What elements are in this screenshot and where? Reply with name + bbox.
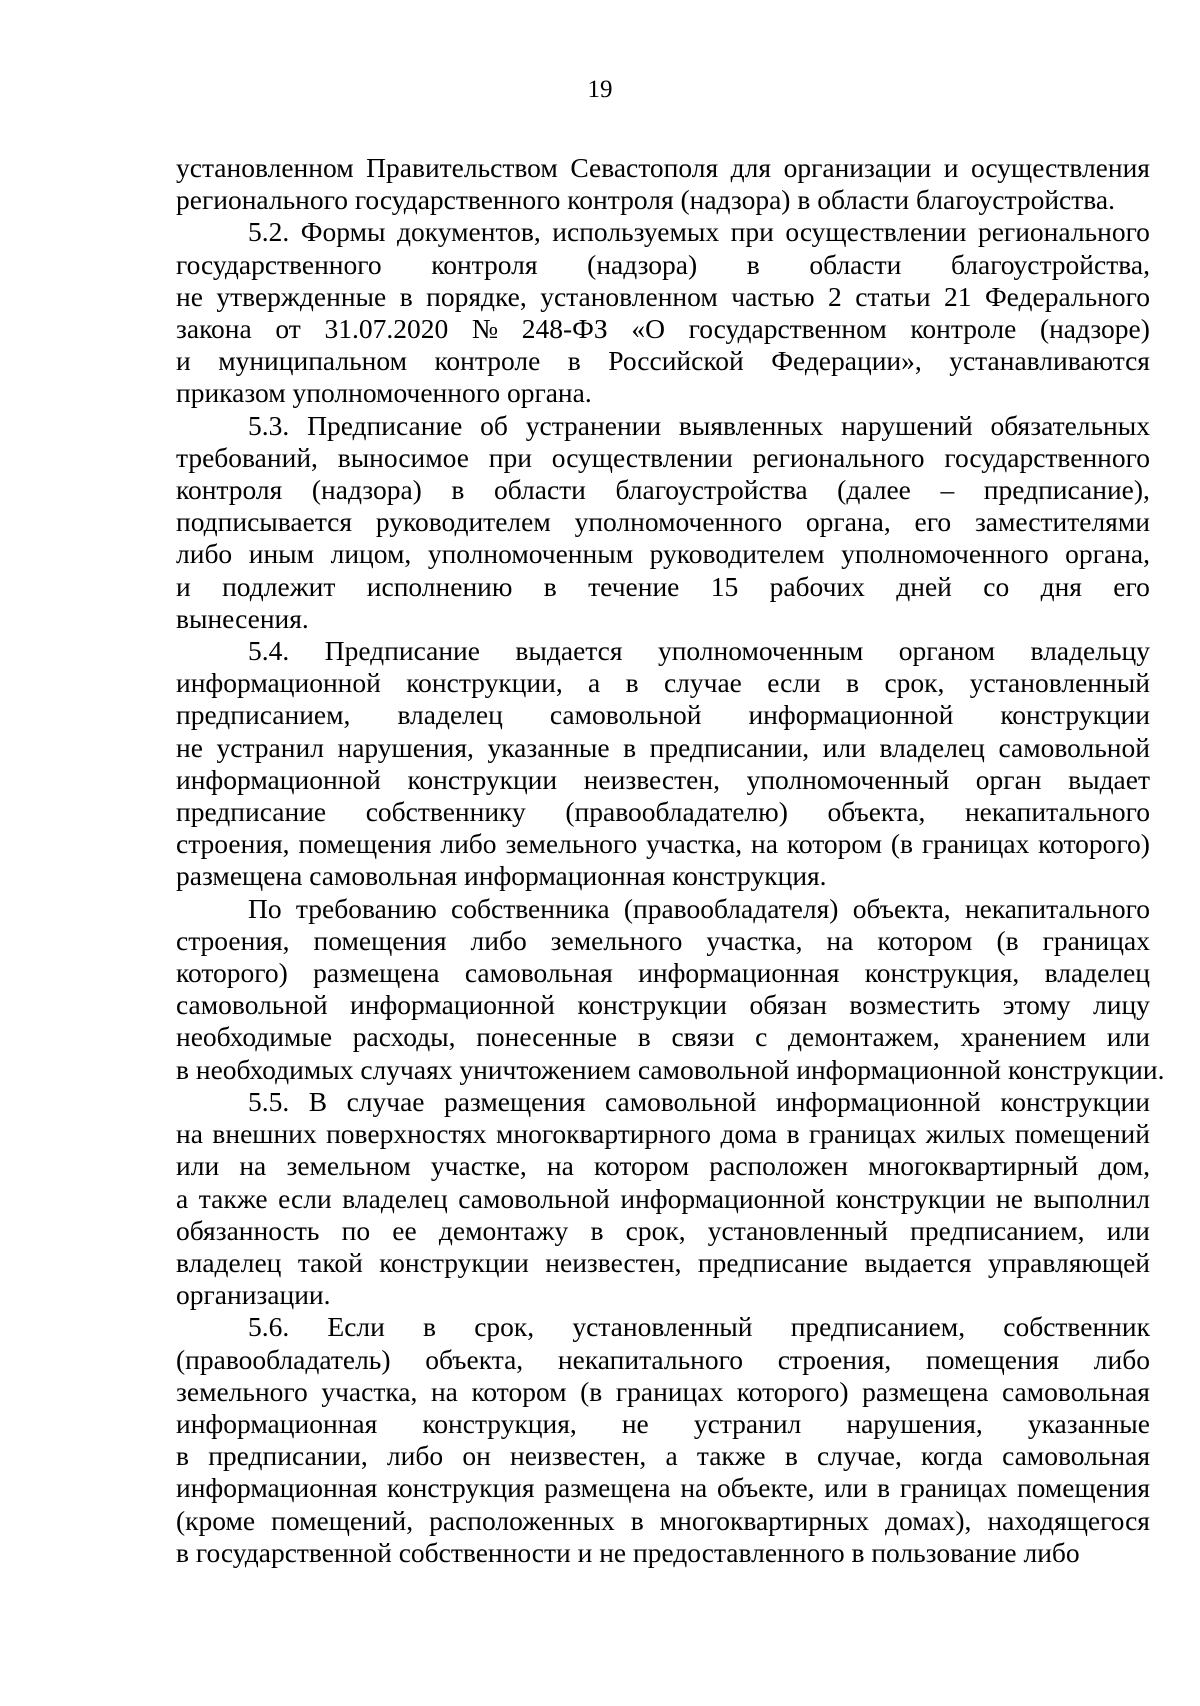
paragraph-5-6 bbox=[176, 1311, 1150, 1569]
text-line: информационная конструкция размещена на объекте, или в границах помещения bbox=[176, 1472, 1150, 1504]
text-line: в государственной собственности и не предоставленного в пользование либо bbox=[176, 1536, 1080, 1568]
text-line: (кроме помещений, расположенных в многоквартирных домах), находящегося bbox=[176, 1504, 1150, 1536]
text-line: в предписании, либо он неизвестен, а также в случае, когда самовольная bbox=[176, 1440, 1150, 1472]
text-line: информационной конструкции неизвестен, уполномоченный орган выдает bbox=[176, 763, 1150, 795]
paragraph-5-2 bbox=[176, 216, 1150, 409]
text-line: на внешних поверхностях многоквартирного дома в границах жилых помещений bbox=[176, 1118, 1150, 1150]
paragraph-5-4 bbox=[176, 635, 1150, 893]
text-line: в необходимых случаях уничтожением самовольной информационной конструкции. bbox=[176, 1053, 1165, 1085]
text-line: которого) размещена самовольная информационная конструкция, владелец bbox=[176, 957, 1150, 989]
text-line: регионального государственного контроля (надзора) в области благоустройства. bbox=[176, 184, 1115, 216]
text-line: 5.4. Предписание выдается уполномоченным органом владельцу bbox=[248, 635, 1150, 667]
text-line: необходимые расходы, понесенные в связи с демонтажем, хранением или bbox=[176, 1021, 1150, 1053]
text-line: 5.5. В случае размещения самовольной информационной конструкции bbox=[248, 1085, 1150, 1117]
page-number: 19 bbox=[587, 76, 613, 103]
text-line: 5.3. Предписание об устранении выявленных нарушений обязательных bbox=[248, 409, 1150, 441]
text-line: обязанность по ее демонтажу в срок, установленный предписанием, или bbox=[176, 1214, 1150, 1246]
paragraph-5-3 bbox=[176, 410, 1150, 635]
text-line: самовольной информационной конструкции обязан возместить этому лицу bbox=[176, 989, 1150, 1021]
text-line: вынесения. bbox=[176, 602, 309, 634]
text-line: организации. bbox=[176, 1279, 331, 1311]
text-line: информационная конструкция, не устранил нарушения, указанные bbox=[176, 1407, 1150, 1439]
text-line: (правообладатель) объекта, некапитального строения, помещения либо bbox=[176, 1343, 1150, 1375]
text-line: 5.2. Формы документов, используемых при осуществлении регионального bbox=[248, 216, 1150, 248]
document-body bbox=[176, 152, 1165, 1569]
text-line: предписание собственнику (правообладателю) объекта, некапитального bbox=[176, 796, 1150, 828]
text-line: не устранил нарушения, указанные в предписании, или владелец самовольной bbox=[176, 731, 1150, 763]
text-line: земельного участка, на котором (в границах которого) размещена самовольная bbox=[176, 1375, 1150, 1407]
paragraph-continuation bbox=[176, 152, 1150, 216]
text-line: государственного контроля (надзора) в области благоустройства, bbox=[176, 248, 1150, 280]
text-line: установленном Правительством Севастополя для организации и осуществления bbox=[176, 152, 1150, 183]
text-line: владелец такой конструкции неизвестен, предписание выдается управляющей bbox=[176, 1246, 1150, 1278]
text-line: размещена самовольная информационная конструкция. bbox=[176, 860, 827, 892]
text-line: строения, помещения либо земельного участка, на котором (в границах bbox=[176, 924, 1150, 956]
text-line: либо иным лицом, уполномоченным руководителем уполномоченного органа, bbox=[176, 538, 1150, 570]
paragraph-5-5 bbox=[176, 1086, 1150, 1311]
text-line: строения, помещения либо земельного участка, на котором (в границах которого) bbox=[176, 828, 1150, 860]
paragraph-5-4-owner-request bbox=[176, 892, 1165, 1086]
text-line: приказом уполномоченного органа. bbox=[176, 377, 592, 409]
text-line: предписанием, владелец самовольной информационной конструкции bbox=[176, 699, 1150, 731]
text-line: подписывается руководителем уполномоченного органа, его заместителями bbox=[176, 506, 1150, 538]
text-line: а также если владелец самовольной информационной конструкции не выполнил bbox=[176, 1182, 1150, 1214]
text-line: контроля (надзора) в области благоустройства (далее – предписание), bbox=[176, 474, 1150, 506]
text-line: и подлежит исполнению в течение 15 рабочих дней со дня его bbox=[176, 570, 1150, 602]
text-line: По требованию собственника (правообладателя) объекта, некапитального bbox=[248, 892, 1150, 924]
text-line: и муниципальном контроле в Российской Федерации», устанавливаются bbox=[176, 345, 1150, 377]
text-line: закона от 31.07.2020 № 248-ФЗ «О государственном контроле (надзоре) bbox=[176, 313, 1150, 345]
text-line: не утвержденные в порядке, установленном частью 2 статьи 21 Федерального bbox=[176, 280, 1150, 312]
text-line: информационной конструкции, а в случае если в срок, установленный bbox=[176, 667, 1150, 699]
text-line: или на земельном участке, на котором расположен многоквартирный дом, bbox=[176, 1150, 1150, 1182]
text-line: 5.6. Если в срок, установленный предписанием, собственник bbox=[248, 1311, 1150, 1343]
text-line: требований, выносимое при осуществлении регионального государственного bbox=[176, 441, 1150, 473]
